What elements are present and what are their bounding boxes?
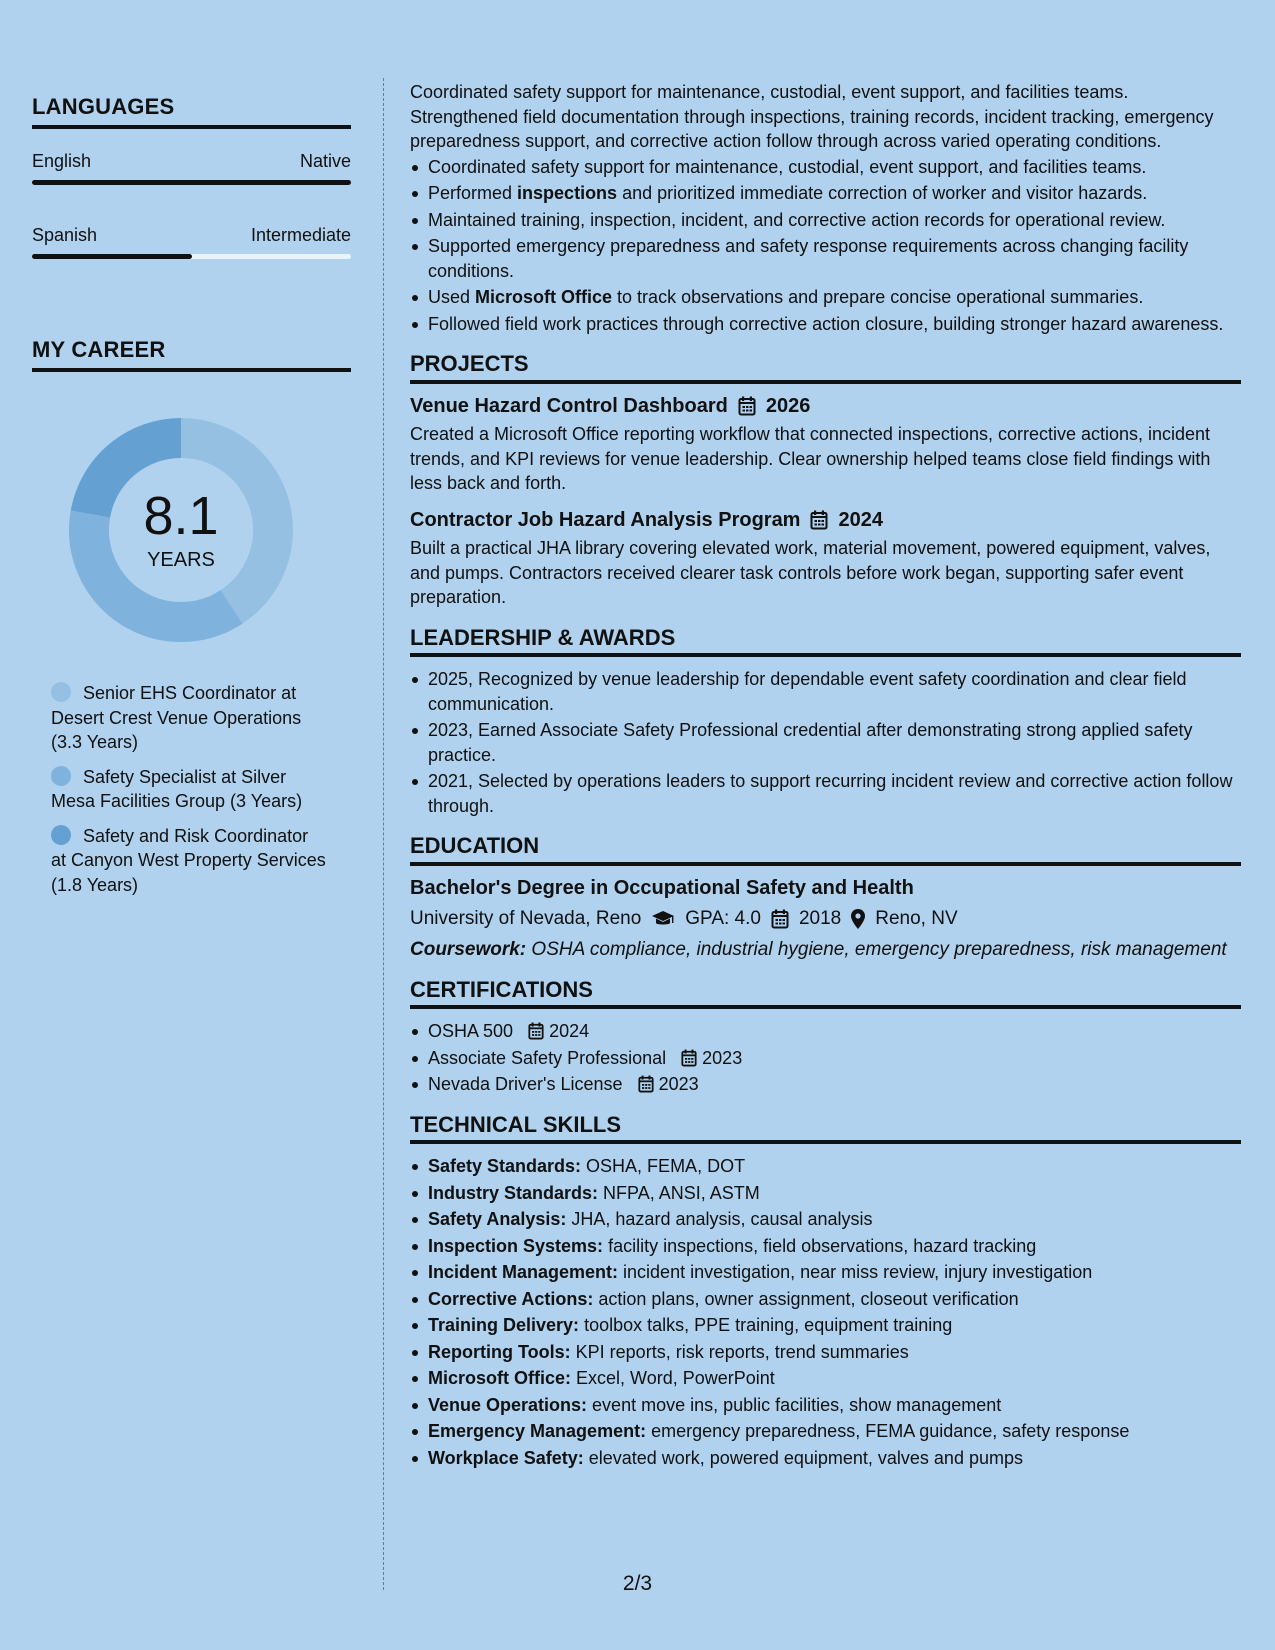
main-content [410,80,1241,1472]
cert-year: 2023 [658,1074,699,1094]
list-item: Venue Operations: event move ins, public facilities, show management [410,1393,1241,1418]
list-item: 2025, Recognized by venue leadership for dependable event safety coordination and clear field communication. [410,667,1241,716]
list-item: Microsoft Office: Excel, Word, PowerPoint [410,1366,1241,1391]
skills-heading: TECHNICAL SKILLS [410,1113,1241,1145]
list-item: Corrective Actions: action plans, owner assignment, closeout verification [410,1287,1241,1312]
list-item: Followed field work practices through corrective action closure, building stronger hazard awareness. [410,312,1241,337]
column-divider [383,78,384,1590]
list-item: Inspection Systems: facility inspections, field observations, hazard tracking [410,1234,1241,1259]
language-spanish [32,225,351,259]
list-item: Supported emergency preparedness and safety response requirements across changing facility conditions. [410,234,1241,283]
project-title: Contractor Job Hazard Analysis Program 2024 [410,508,883,531]
leadership-list [410,667,1241,818]
cert-name: Nevada Driver's License [428,1074,623,1094]
experience-bullets [410,155,1241,337]
legend-label: Safety and Risk Coordinator at Canyon West Property Services (1.8 Years) [51,825,326,895]
list-item: Industry Standards: NFPA, ANSI, ASTM [410,1181,1241,1206]
project-year: 2024 [838,508,883,531]
legend-item [51,824,326,898]
list-item: Coordinated safety support for maintenance, custodial, event support, and facilities teams. [410,155,1241,180]
graduation-cap-icon [651,910,675,928]
cert-name: OSHA 500 [428,1021,514,1041]
list-item [410,1019,1241,1044]
education-meta [410,907,1241,932]
language-name: Spanish [32,225,98,245]
list-item: Reporting Tools: KPI reports, risk reports, trend summaries [410,1340,1241,1365]
legend-label: Safety Specialist at Silver Mesa Facilities Group (3 Years) [51,766,303,811]
language-proficiency-fill [32,180,351,185]
project-description: Created a Microsoft Office reporting workflow that connected inspections, corrective actions, incident trends, and KPI reviews for venue leadership. Clear ownership helped teams close field findings with less back and forth. [410,424,1211,493]
skills-list [410,1154,1241,1470]
cert-year: 2024 [549,1021,590,1041]
career-years-unit: YEARS [147,549,215,571]
sidebar [32,94,351,907]
languages-heading: LANGUAGES [32,94,351,129]
calendar-icon [810,510,828,530]
cert-name: Associate Safety Professional [428,1047,667,1068]
list-item: Safety Standards: OSHA, FEMA, DOT [410,1154,1241,1179]
language-english [32,151,351,185]
language-proficiency-bar [32,180,351,185]
cert-year: 2023 [702,1047,743,1068]
list-item: 2023, Earned Associate Safety Professional credential after demonstrating strong applied safety practice. [410,718,1241,767]
legend-item [51,765,326,814]
language-level: Native [299,151,351,171]
experience-intro: Coordinated safety support for maintenance, custodial, event support, and facilities teams. Strengthened field documentation through inspections, training records, incident tracking, emergency preparedness support, and corrective action follow through across varied operating conditions. [410,82,1214,151]
career-legend [51,681,326,897]
list-item [410,1072,1241,1097]
certifications-heading: CERTIFICATIONS [410,978,1241,1010]
language-proficiency-fill [32,254,192,259]
education-degree: Bachelor's Degree in Occupational Safety and Health [410,876,914,899]
language-level: Intermediate [250,225,351,245]
project-title: Venue Hazard Control Dashboard 2026 [410,394,811,417]
language-name: English [32,151,92,171]
leadership-heading: LEADERSHIP & AWARDS [410,626,1241,658]
education-gpa: GPA: 4.0 [685,908,761,929]
projects-heading: PROJECTS [410,352,1241,384]
list-item: Emergency Management: emergency preparedness, FEMA guidance, safety response [410,1419,1241,1444]
legend-item [51,681,326,755]
list-item: Safety Analysis: JHA, hazard analysis, causal analysis [410,1207,1241,1232]
location-pin-icon [851,909,865,929]
education-school: University of Nevada, Reno [410,908,642,929]
list-item: Maintained training, inspection, incident, and corrective action records for operational review. [410,208,1241,233]
legend-label: Senior EHS Coordinator at Desert Crest Venue Operations (3.3 Years) [51,683,302,752]
legend-dot [51,766,71,786]
education-coursework: Coursework: OSHA compliance, industrial hygiene, emergency preparedness, risk management [410,938,1227,960]
career-total-years: 8.1 [143,486,219,546]
legend-dot [51,682,71,702]
education-year: 2018 [798,908,842,929]
calendar-icon [638,1075,654,1093]
list-item: Incident Management: incident investigation, near miss review, injury investigation [410,1260,1241,1285]
legend-dot [51,825,71,845]
calendar-icon [681,1049,697,1067]
page-number: 2/3 [622,1572,653,1595]
list-item [410,1046,1241,1071]
list-item: Performed inspections and prioritized immediate correction of worker and visitor hazards. [410,181,1241,206]
education-location: Reno, NV [875,908,958,929]
project-description: Built a practical JHA library covering elevated work, material movement, powered equipment, valves, and pumps. Contractors received clearer task controls before work began, supporting safer event preparation. [410,538,1211,607]
list-item: 2021, Selected by operations leaders to support recurring incident review and corrective action follow through. [410,769,1241,818]
list-item: Training Delivery: toolbox talks, PPE training, equipment training [410,1313,1241,1338]
certifications-list [410,1019,1241,1097]
calendar-icon [738,396,756,416]
career-donut-chart [66,415,296,645]
project-year: 2026 [765,394,811,417]
calendar-icon [528,1022,544,1040]
list-item: Workplace Safety: elevated work, powered equipment, valves and pumps [410,1446,1241,1471]
career-heading: MY CAREER [32,337,351,372]
education-heading: EDUCATION [410,834,1241,866]
list-item: Used Microsoft Office to track observations and prepare concise operational summaries. [410,285,1241,310]
calendar-icon [771,909,789,929]
language-proficiency-bar [32,254,351,259]
